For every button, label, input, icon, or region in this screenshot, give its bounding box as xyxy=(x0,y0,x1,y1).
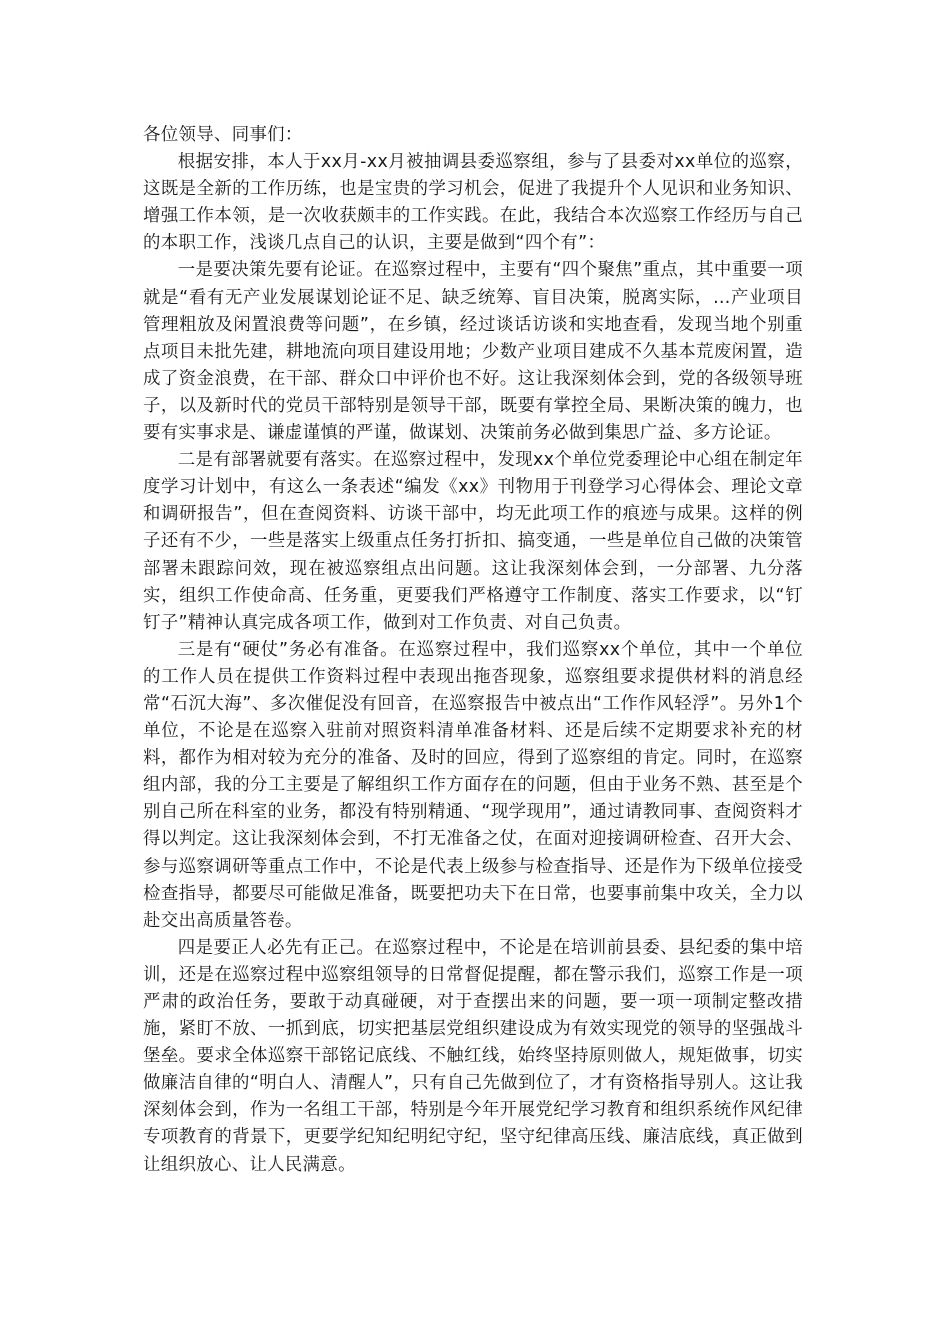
document-body xyxy=(143,122,803,1179)
paragraph-point-1: 一是要决策先要有论证。在巡察过程中，主要有“四个聚焦”重点，其中重要一项就是“看有无产业发展谋划论证不足、缺乏统筹、盲目决策，脱离实际，…产业项目管理粗放及闲置浪费等问题”，在乡镇，经过谈话访谈和实地查看，发现当地个别重点项目未批先建，耕地流向项目建设用地；少数产业项目建成不久基本荒废闲置，造成了资金浪费，在干部、群众口中评价也不好。这让我深刻体会到，党的各级领导班子，以及新时代的党员干部特别是领导干部，既要有掌控全局、果断决策的魄力，也要有实事求是、谦虚谨慎的严谨，做谋划、决策前务必做到集思广益、多方论证。 xyxy=(143,260,803,444)
paragraph-point-2: 二是有部署就要有落实。在巡察过程中，发现xx个单位党委理论中心组在制定年度学习计划中，有这么一条表述“编发《xx》刊物用于刊登学习心得体会、理论文章和调研报告”，但在查阅资料、访谈干部中，均无此项工作的痕迹与成果。这样的例子还有不少，一些是落实上级重点任务打折扣、搞变通，一些是单位自己做的决策管部署未跟踪问效，现在被巡察组点出问题。这让我深刻体会到，一分部署、九分落实，组织工作使命高、任务重，更要我们严格遵守工作制度、落实工作要求，以“钉钉子”精神认真完成各项工作，做到对工作负责、对自己负责。 xyxy=(143,450,803,633)
paragraph-point-4: 四是要正人必先有正己。在巡察过程中，不论是在培训前县委、县纪委的集中培训，还是在巡察过程中巡察组领导的日常督促提醒，都在警示我们，巡察工作是一项严肃的政治任务，要敢于动真碰硬，对于查摆出来的问题，要一项一项制定整改措施，紧盯不放、一抓到底，切实把基层党组织建设成为有效实现党的领导的坚强战斗堡垒。要求全体巡察干部铭记底线、不触红线，始终坚持原则做人，规矩做事，切实做廉洁自律的“明白人、清醒人”，只有自己先做到位了，才有资格指导别人。这让我深刻体会到，作为一名组工干部，特别是今年开展党纪学习教育和组织系统作风纪律专项教育的背景下，更要学纪知纪明纪守纪，坚守纪律高压线、廉洁底线，真正做到让组织放心、让人民满意。 xyxy=(143,937,803,1175)
salutation: 各位领导、同事们： xyxy=(143,125,303,145)
paragraph-point-3: 三是有“硬仗”务必有准备。在巡察过程中，我们巡察xx个单位，其中一个单位的工作人员在提供工作资料过程中表现出拖沓现象，巡察组要求提供材料的消息经常“石沉大海”、多次催促没有回音，在巡察报告中被点出“工作作风轻浮”。另外1个单位，不论是在巡察入驻前对照资料清单准备材料、还是后续不定期要求补充的材料，都作为相对较为充分的准备、及时的回应，得到了巡察组的肯定。同时，在巡察组内部，我的分工主要是了解组织工作方面存在的问题，但由于业务不熟、甚至是个别自己所在科室的业务，都没有特别精通、“现学现用”，通过请教同事、查阅资料才得以判定。这让我深刻体会到，不打无准备之仗，在面对迎接调研检查、召开大会、参与巡察调研等重点工作中，不论是代表上级参与检查指导、还是作为下级单位接受检查指导，都要尽可能做足准备，既要把功夫下在日常，也要事前集中攻关，全力以赴交出高质量答卷。 xyxy=(143,639,803,931)
paragraph-intro: 根据安排，本人于xx月-xx月被抽调县委巡察组，参与了县委对xx单位的巡察，这既是全新的工作历练，也是宝贵的学习机会，促进了我提升个人见识和业务知识、增强工作本领，是一次收获颇丰的工作实践。在此，我结合本次巡察工作经历与自己的本职工作，浅谈几点自己的认识，主要是做到“四个有”： xyxy=(143,152,803,254)
